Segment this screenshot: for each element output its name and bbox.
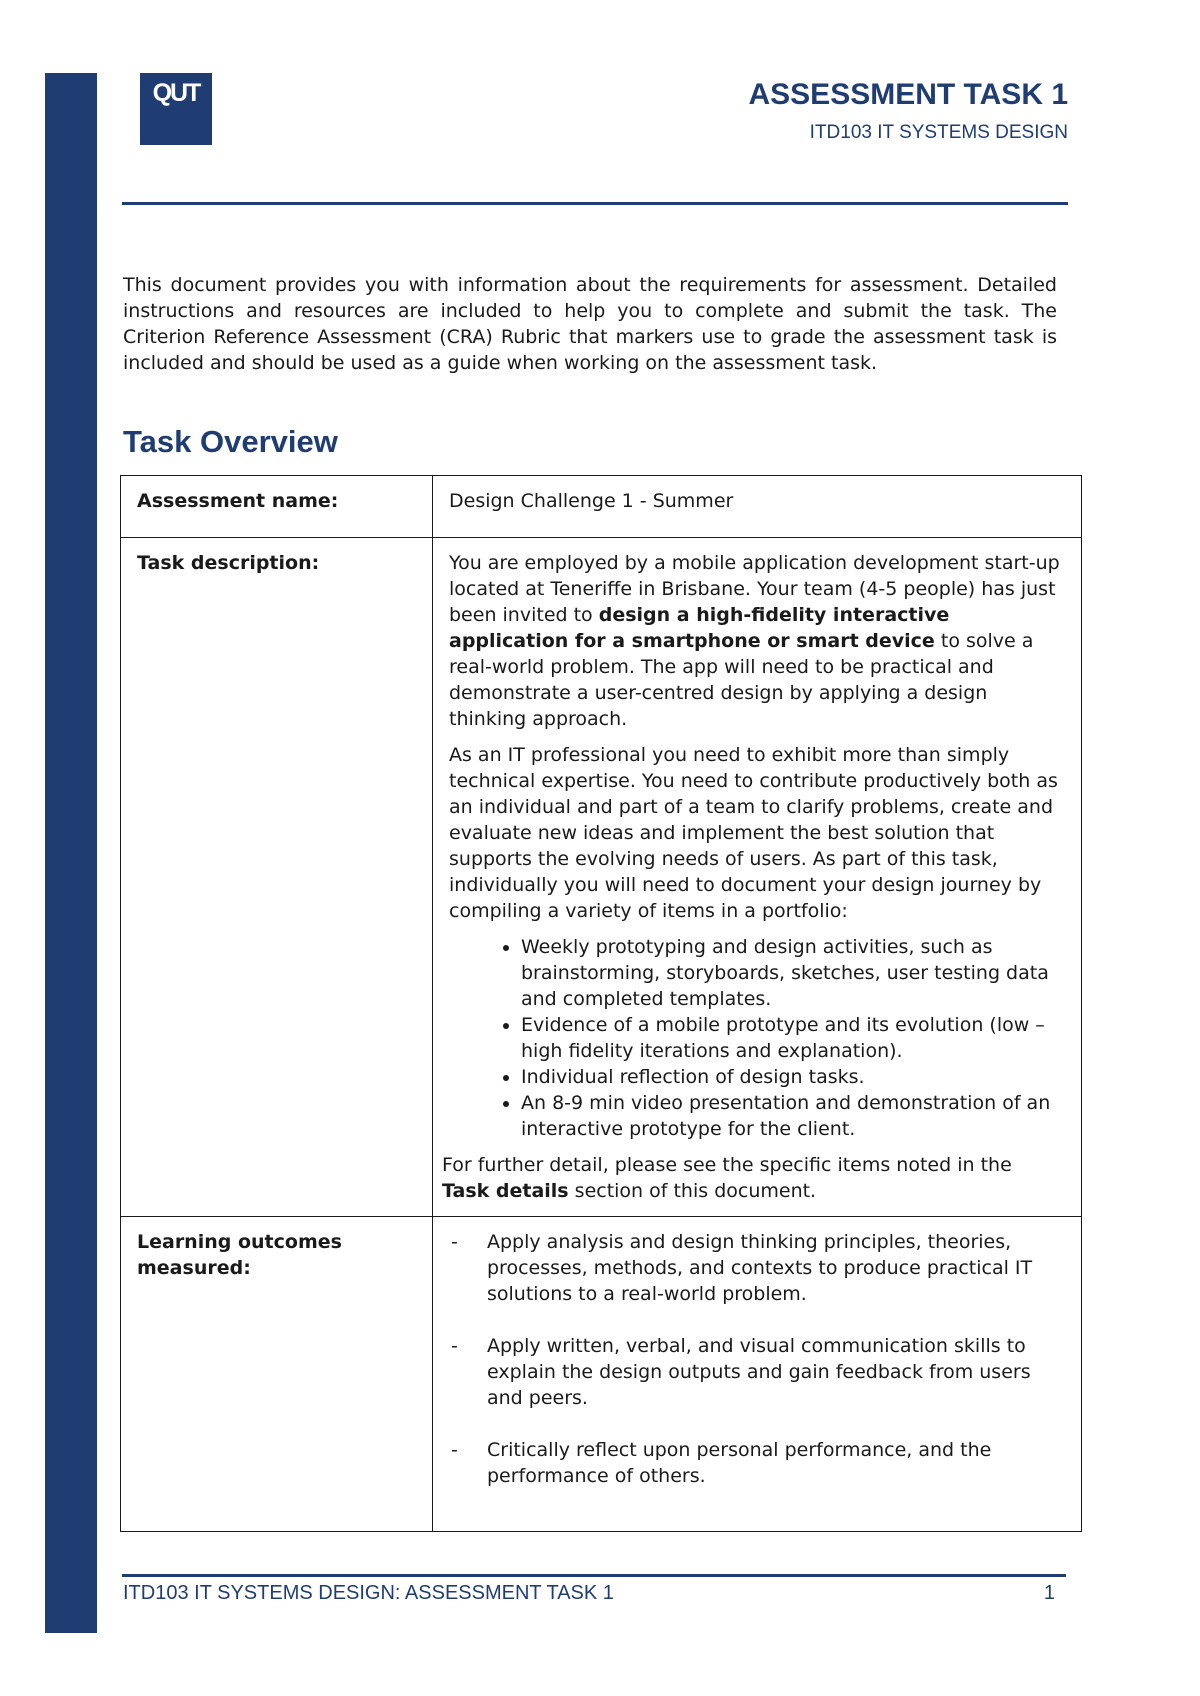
list-item: [449, 1437, 1065, 1489]
assessment-name-label: Assessment name:: [121, 476, 433, 538]
intro-paragraph: This document provides you with information about the requirements for assessment. Detailed instructions and resources are included to help you to complete and submit the task. The Criterion Reference Assessment (CRA) Rubric that markers use to grade the assessment task is included and should be used as a guide when working on the assessment task.: [123, 274, 1057, 374]
table-row: [121, 476, 1082, 538]
learning-outcomes-cell: [433, 1217, 1082, 1532]
dash-marker: -: [451, 1335, 458, 1357]
task-description-p1: [449, 550, 1065, 732]
text-run: to solve a real-world problem. The app will need to be practical and demonstrate a user-centred design by applying a design thinking approach.: [449, 630, 1034, 730]
bold-text-run: design a high-fidelity interactive application for a smartphone or smart device: [449, 604, 950, 652]
table-row: [121, 538, 1082, 1217]
footer-divider: [122, 1574, 1066, 1577]
outcome-text: Apply written, verbal, and visual communication skills to explain the design outputs and gain feedback from users and peers.: [487, 1335, 1031, 1409]
outcome-text: Apply analysis and design thinking principles, theories, processes, methods, and contexts to produce practical IT solutions to a real-world problem.: [487, 1231, 1033, 1305]
dash-marker: -: [451, 1439, 458, 1461]
header-divider: [122, 202, 1068, 205]
dash-marker: -: [451, 1231, 458, 1253]
list-item: [449, 1333, 1065, 1411]
list-item: • Evidence of a mobile prototype and its evolution (low – high fidelity iterations and explanation).: [521, 1012, 1065, 1064]
list-item: [449, 1229, 1065, 1307]
text-run: section of this document.: [568, 1180, 817, 1202]
learning-outcomes-label: Learning outcomes measured:: [121, 1217, 433, 1532]
side-accent-bar: [45, 73, 97, 1633]
text-run: You are employed by a mobile application development start-up located at Teneriffe in Brisbane. Your team (4-5 people) has just been invited to: [449, 552, 1060, 626]
text-run: For further detail, please see the specific items noted in the: [442, 1154, 1012, 1176]
task-description-p2: As an IT professional you need to exhibit more than simply technical expertise. You need to contribute productively both as an individual and part of a team to clarify problems, create and evaluate new ideas and implement the best solution that supports the evolving needs of users. As part of this task, individually you will need to document your design journey by compiling a variety of items in a portfolio:: [449, 744, 1058, 922]
list-item: • Weekly prototyping and design activities, such as brainstorming, storyboards, sketches, user testing data and completed templates.: [521, 934, 1065, 1012]
table-row: [121, 1217, 1082, 1532]
section-title: Task Overview: [123, 424, 338, 459]
page-number: 1: [1043, 1582, 1055, 1604]
portfolio-items-list: [449, 934, 1065, 1142]
bold-text-run: Task details: [442, 1180, 569, 1202]
learning-outcomes-list: [449, 1229, 1065, 1489]
qut-logo: [140, 73, 212, 145]
document-subtitle: ITD103 IT SYSTEMS DESIGN: [809, 122, 1068, 143]
task-overview-table: [120, 475, 1082, 1532]
footer-text: ITD103 IT SYSTEMS DESIGN: ASSESSMENT TASK 1: [123, 1582, 614, 1604]
assessment-name-value: Design Challenge 1 - Summer: [433, 476, 1082, 538]
task-description-label: Task description:: [121, 538, 433, 1217]
logo-text: QUT: [152, 79, 200, 107]
task-description-cell: [433, 538, 1082, 1217]
list-item: • Individual reflection of design tasks.: [521, 1064, 1065, 1090]
document-title: ASSESSMENT TASK 1: [748, 78, 1068, 111]
list-item: • An 8-9 min video presentation and demonstration of an interactive prototype for the client.: [521, 1090, 1065, 1142]
task-description-p3: [442, 1152, 1065, 1204]
outcome-text: Critically reflect upon personal performance, and the performance of others.: [487, 1439, 992, 1487]
